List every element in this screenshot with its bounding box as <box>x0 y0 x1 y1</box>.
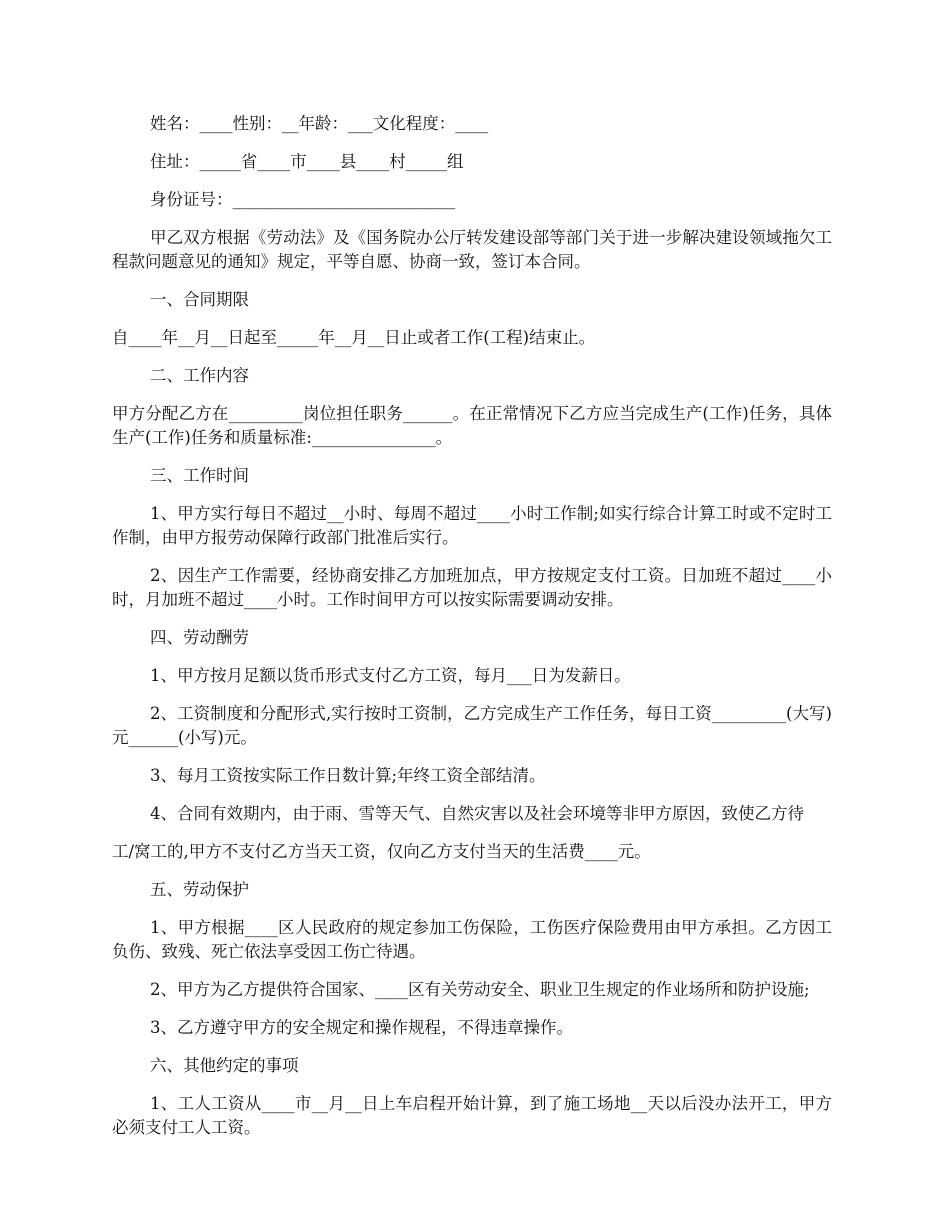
work-content-paragraph: 甲方分配乙方在_________岗位担任职务______。在正常情况下乙方应当完成生产(工作)任务，具体生产(工作)任务和质量标准:_______________。 <box>112 404 832 447</box>
section-heading-remuneration: 四、劳动酬劳 <box>150 628 249 647</box>
labor-protection-clause-1: 1、甲方根据____区人民政府的规定参加工伤保险，工伤医疗保险费用由甲方承担。乙方因工负伤、致残、死亡依法享受因工伤亡待遇。 <box>112 918 832 961</box>
section-heading-work-hours: 三、工作时间 <box>150 466 249 485</box>
section-heading-labor-protection: 五、劳动保护 <box>150 880 249 899</box>
labor-protection-clause-3: 3、乙方遵守甲方的安全规定和操作规程，不得违章操作。 <box>150 1018 573 1037</box>
other-matters-clause-1: 1、工人工资从____市__月__日上车启程开始计算，到了施工场地__天以后没办法开工，甲方必须支付工人工资。 <box>112 1094 832 1137</box>
contract-term-paragraph: 自____年__月__日起至_____年__月__日止或者工作(工程)结束止。 <box>112 328 596 347</box>
remuneration-clause-1: 1、甲方按月足额以货币形式支付乙方工资，每月___日为发薪日。 <box>150 666 631 685</box>
remuneration-clause-3: 3、每月工资按实际工作日数计算;年终工资全部结清。 <box>150 766 546 785</box>
remuneration-clause-4: 4、合同有效期内，由于雨、雪等天气、自然灾害以及社会环境等非甲方原因，致使乙方待 <box>150 804 804 823</box>
work-hours-clause-1: 1、甲方实行每日不超过__小时、每周不超过____小时工作制;如实行综合计算工时或不定时工作制，由甲方报劳动保障行政部门批准后实行。 <box>112 504 832 547</box>
work-hours-clause-2: 2、因生产工作需要，经协商安排乙方加班加点，甲方按规定支付工资。日加班不超过____小时，月加班不超过____小时。工作时间甲方可以按实际需要调动安排。 <box>112 566 832 609</box>
remuneration-clause-2: 2、工资制度和分配形式,实行按时工资制，乙方完成生产工作任务，每日工资_________(大写)元______(小写)元。 <box>112 704 832 747</box>
labor-protection-clause-2: 2、甲方为乙方提供符合国家、____区有关劳动安全、职业卫生规定的作业场所和防护设施; <box>150 980 810 999</box>
preamble-paragraph: 甲乙双方根据《劳动法》及《国务院办公厅转发建设部等部门关于进一步解决建设领域拖欠工程款问题意见的通知》规定，平等自愿、协商一致，签订本合同。 <box>112 228 832 271</box>
section-heading-work-content: 二、工作内容 <box>150 366 249 385</box>
address-line: 住址：_____省____市____县____村_____组 <box>150 152 464 171</box>
remuneration-clause-4-continued: 工/窝工的,甲方不支付乙方当天工资，仅向乙方支付当天的生活费____元。 <box>112 842 651 861</box>
id-number-line: 身份证号：___________________________ <box>150 190 456 209</box>
name-gender-age-education-line: 姓名：____性别：__年龄：___文化程度：____ <box>150 114 489 133</box>
section-heading-other-matters: 六、其他约定的事项 <box>150 1056 299 1075</box>
contract-page <box>112 112 832 1154</box>
section-heading-contract-term: 一、合同期限 <box>150 290 249 309</box>
